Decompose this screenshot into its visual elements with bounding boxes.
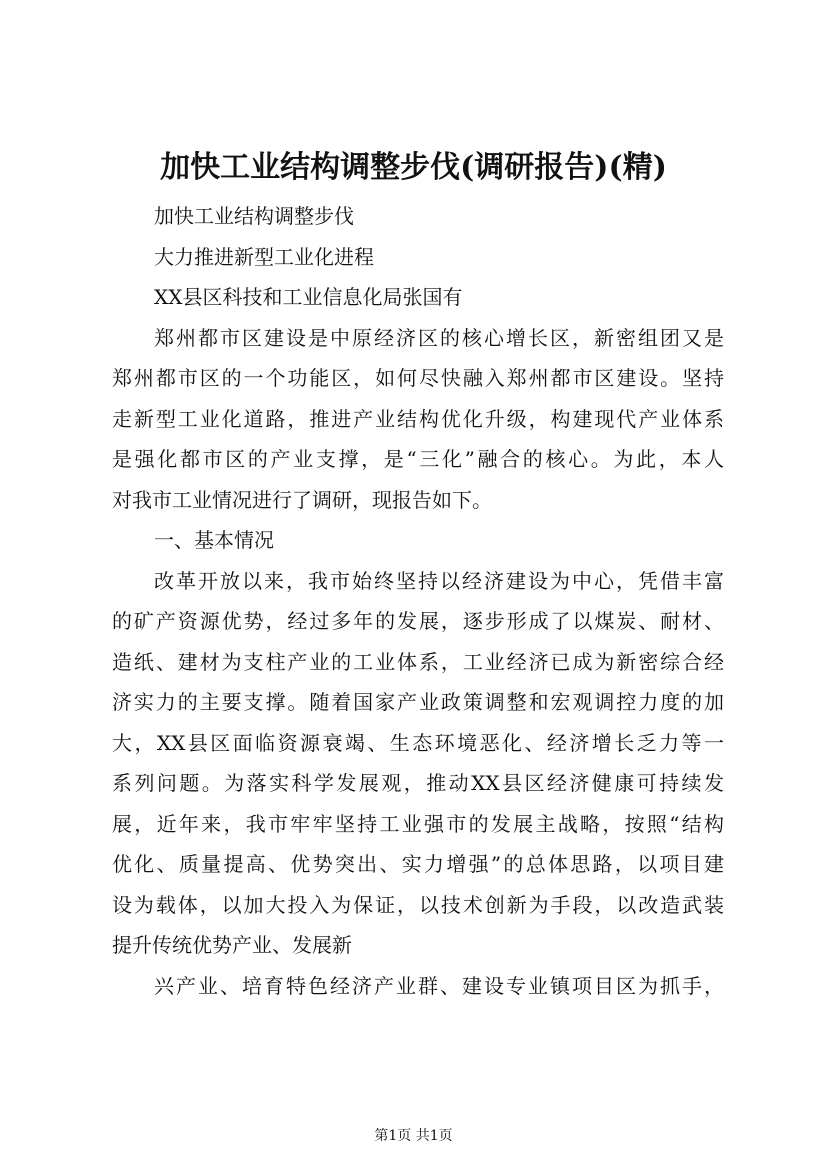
- document-title: 加快工业结构调整步伐(调研报告)(精): [160, 150, 667, 185]
- paragraph-line: 对我市工业情况进行了调研，现报告如下。: [112, 487, 492, 512]
- document-body: [112, 196, 724, 1006]
- paragraph-line: 郑州都市区的一个功能区，如何尽快融入郑州都市区建设。坚持: [112, 366, 724, 390]
- paragraph-line: XX县区科技和工业信息化局张国有: [154, 285, 463, 309]
- paragraph-line: 设为载体，以加大投入为保证，以技术创新为手段，以改造武装: [112, 892, 724, 917]
- paragraph-line: 是强化都市区的产业支撑，是“三化”融合的核心。为此，本人: [112, 447, 724, 471]
- paragraph-line: 兴产业、培育特色经济产业群、建设专业镇项目区为抓手，: [154, 973, 724, 998]
- paragraph-line: 走新型工业化道路，推进产业结构优化升级，构建现代产业体系: [112, 406, 724, 431]
- paragraph-line: 大，XX县区面临资源衰竭、生态环境恶化、经济增长乏力等一: [112, 730, 724, 755]
- paragraph-line: 造纸、建材为支柱产业的工业体系，工业经济已成为新密综合经: [112, 649, 724, 674]
- paragraph-line: 济实力的主要支撑。随着国家产业政策调整和宏观调控力度的加: [112, 690, 724, 714]
- paragraph-line: 提升传统优势产业、发展新: [112, 933, 352, 957]
- paragraph-line: 改革开放以来，我市始终坚持以经济建设为中心，凭借丰富: [154, 568, 724, 593]
- paragraph-line: 展，近年来，我市牢牢坚持工业强市的发展主战略，按照“结构: [112, 811, 724, 836]
- paragraph-line: 的矿产资源优势，经过多年的发展，逐步形成了以煤炭、耐材、: [112, 609, 724, 633]
- paragraph-line: 系列问题。为落实科学发展观，推动XX县区经济健康可持续发: [112, 771, 724, 795]
- page-footer: 第1页 共1页: [374, 1128, 453, 1144]
- paragraph-line: 一、基本情况: [154, 528, 274, 552]
- paragraph-line: 大力推进新型工业化进程: [154, 244, 374, 269]
- paragraph-line: 优化、质量提高、优势突出、实力增强”的总体思路，以项目建: [112, 852, 724, 876]
- paragraph-line: 加快工业结构调整步伐: [154, 204, 354, 228]
- paragraph-line: 郑州都市区建设是中原经济区的核心增长区，新密组团又是: [154, 325, 724, 350]
